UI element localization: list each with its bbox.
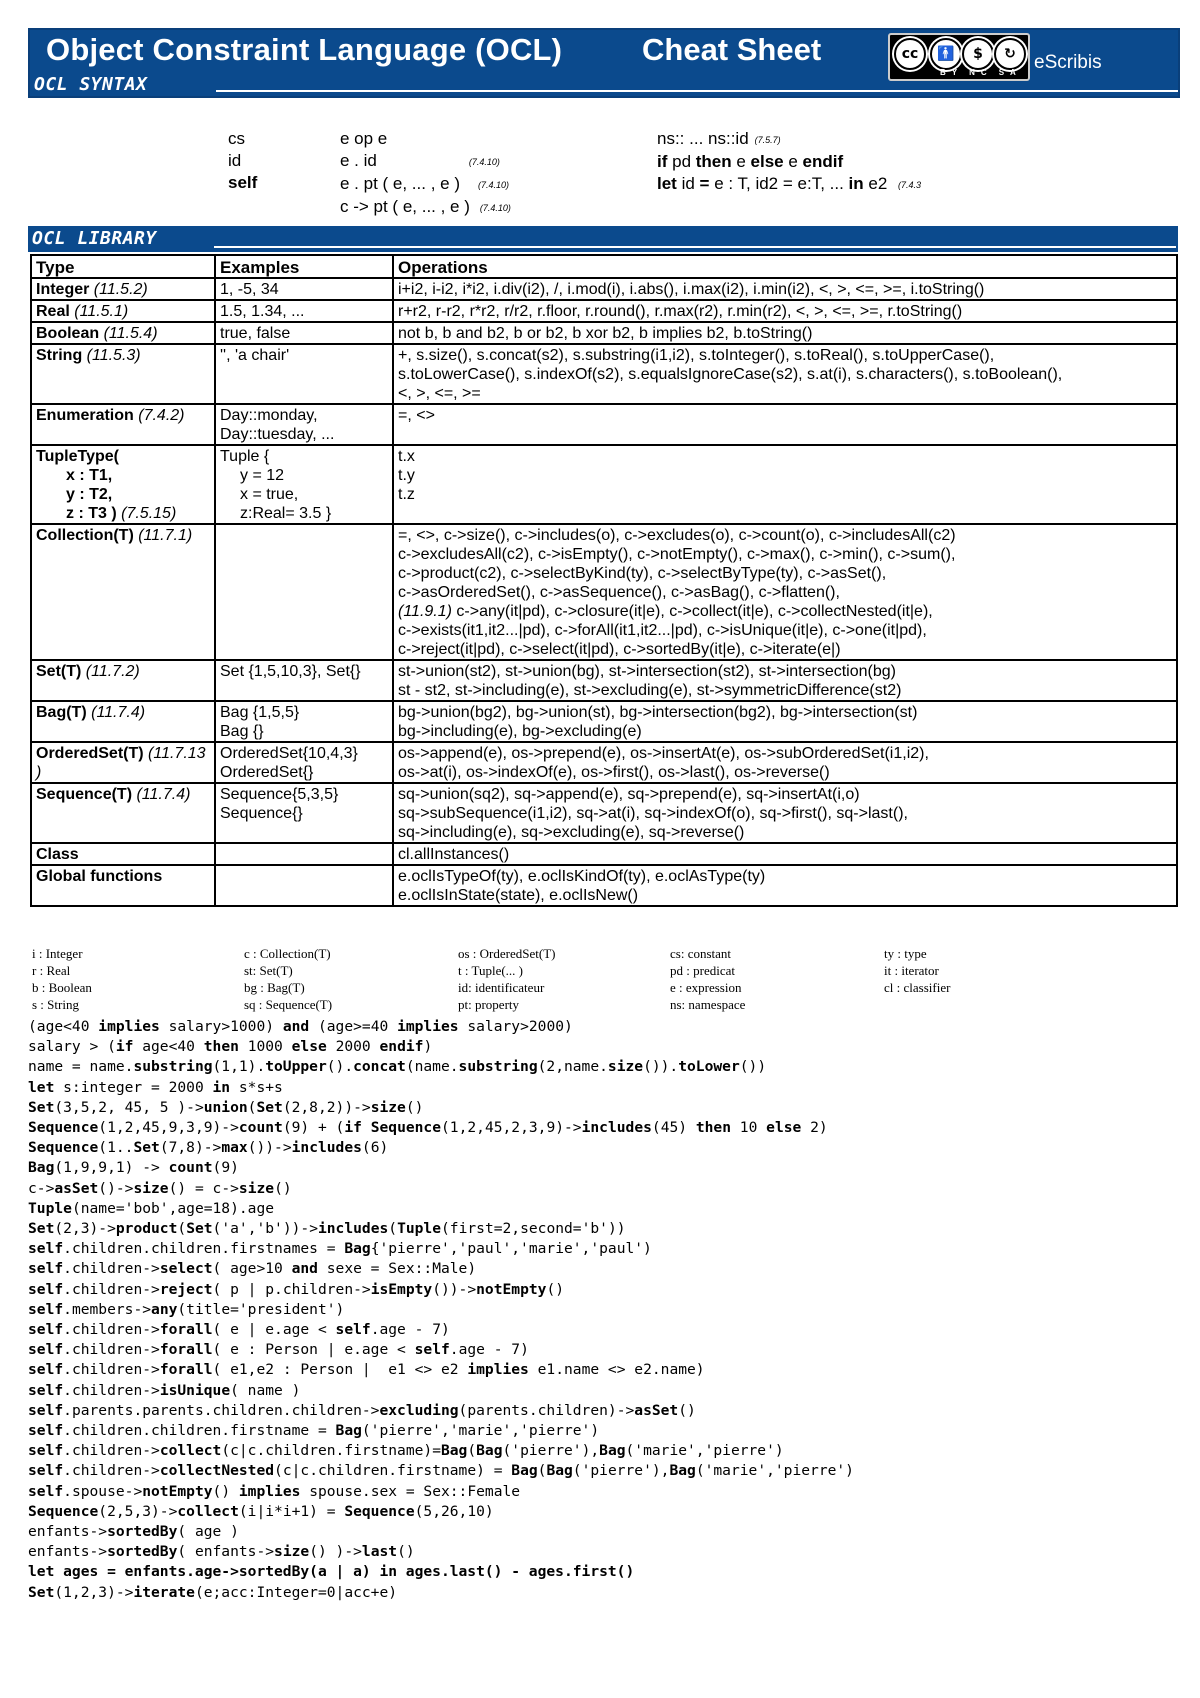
table-row [31, 701, 1177, 742]
table-row [31, 404, 1177, 445]
legend-item: cs: constant [670, 946, 732, 961]
operation-line: s.toLowerCase(), s.indexOf(s2), s.equalsIgnoreCase(s2), s.at(i), s.characters(), s.toBoolean(), [398, 366, 1063, 383]
table-row [31, 445, 1177, 524]
operation-line: c->exists(it1,it2...|pd), c->forAll(it1,it2...|pd), c->isUnique(it|e), c->one(it|pd), [398, 622, 927, 639]
type-name-line: z : T3 ) (7.5.15) [66, 505, 177, 522]
type-name: Sequence(T) [36, 786, 133, 803]
legend-item: e : expression [670, 980, 742, 995]
legend-column [458, 945, 555, 1013]
type-name: Enumeration [36, 407, 134, 424]
table-row [31, 278, 1177, 300]
example-line: 1.5, 1.34, ... [220, 303, 305, 320]
operations-cell [393, 278, 1177, 300]
example-line: Day::monday, [220, 407, 318, 424]
type-cell [31, 843, 215, 865]
nc-dollar-icon: $ [962, 38, 994, 70]
example-line: Bag {1,5,5} [220, 704, 300, 721]
example-line: OrderedSet{10,4,3} [220, 745, 358, 762]
example-code-line: self.children->forall( e | e.age < self.age - 7) [28, 1321, 450, 1339]
legend-item: pd : predicat [670, 963, 735, 978]
legend-item: st: Set(T) [244, 963, 293, 978]
legend-item: pt: property [458, 997, 520, 1012]
legend-column [244, 945, 332, 1013]
table-row [31, 524, 1177, 660]
operation-line: bg->including(e), bg->excluding(e) [398, 723, 642, 740]
section-ref: (11.9.1) [398, 603, 452, 620]
table-row [31, 783, 1177, 843]
example-line: '', 'a chair' [220, 347, 290, 364]
type-name: Integer [36, 281, 90, 298]
operation-line: +, s.size(), s.concat(s2), s.substring(i1,i2), s.toInteger(), s.toReal(), s.toUpperCase(), [398, 347, 995, 364]
license-tags: BY NC SA [940, 68, 1022, 77]
type-cell [31, 278, 215, 300]
header-banner [28, 28, 1180, 98]
legend-item: r : Real [32, 963, 71, 978]
legend-item: cl : classifier [884, 980, 951, 995]
type-cell [31, 660, 215, 701]
operations-cell [393, 404, 1177, 445]
examples-cell [215, 701, 393, 742]
syntax-col-expressions: e op e e . id (7.4.10) e . pt ( e, ... , e ) (7.4.10) c -> pt ( e, ... , e ) (7.4.10) [340, 129, 511, 216]
section-ref: (7.5.15) [121, 505, 177, 522]
operations-cell [393, 322, 1177, 344]
type-name: Global functions [36, 868, 163, 885]
operation-line: t.x [398, 448, 415, 465]
example-code-line: self.parents.parents.children.children->excluding(parents.children)->asSet() [28, 1401, 696, 1419]
legend-item: ns: namespace [670, 997, 746, 1012]
section-ref: (11.5.3) [86, 347, 141, 364]
type-cell [31, 742, 215, 783]
example-code-line: self.children->collect(c|c.children.firstname)=Bag(Bag('pierre'),Bag('marie','pierre') [28, 1442, 784, 1460]
examples-cell [215, 660, 393, 701]
example-code-line: Sequence(1..Set(7,8)->max())->includes(6) [28, 1139, 389, 1157]
operation-line: e.oclIsTypeOf(ty), e.oclIsKindOf(ty), e.oclAsType(ty) [398, 868, 766, 885]
legend-item: it : iterator [884, 963, 939, 978]
operation-line: os->at(i), os->indexOf(e), os->first(), os->last(), os->reverse() [398, 764, 830, 781]
operation-line: bg->union(bg2), bg->union(st), bg->intersection(bg2), bg->intersection(st) [398, 704, 918, 721]
section-ref: (11.7.4) [91, 704, 146, 721]
examples-cell [215, 278, 393, 300]
example-code-line: salary > (if age<40 then 1000 else 2000 endif) [28, 1038, 433, 1056]
example-line: y = 12 [240, 467, 285, 484]
syntax-col-terms: cs id self [228, 129, 258, 192]
example-line: z:Real= 3.5 } [240, 505, 332, 522]
type-cell [31, 783, 215, 843]
type-name: Class [36, 846, 79, 863]
operation-line: e.oclIsInState(state), e.oclIsNew() [398, 887, 639, 904]
operation-line: c->excludesAll(c2), c->isEmpty(), c->notEmpty(), c->max(), c->min(), c->sum(), [398, 546, 956, 563]
type-name-line: x : T1, [66, 467, 113, 484]
brand-name: eScribis [1034, 52, 1102, 73]
operations-cell [393, 445, 1177, 524]
examples-cell [215, 322, 393, 344]
table-row [31, 660, 1177, 701]
example-code-line: Tuple(name='bob',age=18).age [28, 1199, 275, 1217]
example-code-line: self.children.children.firstnames = Bag{'pierre','paul','marie','paul') [28, 1240, 652, 1258]
operation-line: cl.allInstances() [398, 846, 510, 863]
type-cell [31, 865, 215, 906]
example-code-line: self.children->reject( p | p.children->isEmpty())->notEmpty() [28, 1280, 565, 1298]
legend-item: bg : Bag(T) [244, 980, 305, 995]
example-code-line: Set(1,2,3)->iterate(e;acc:Integer=0|acc+e) [28, 1583, 398, 1601]
example-line: Set {1,5,10,3}, Set{} [220, 663, 361, 680]
legend-item: os : OrderedSet(T) [458, 946, 556, 961]
operation-line: st - st2, st->including(e), st->excluding(e), st->symmetricDifference(st2) [398, 682, 902, 699]
example-line: 1, -5, 34 [220, 281, 279, 298]
example-code-line: self.children->isUnique( name ) [28, 1381, 301, 1399]
library-section-title: OCL LIBRARY [32, 228, 157, 249]
cc-icon: cc [894, 38, 926, 70]
operations-cell [393, 300, 1177, 322]
operation-line: i+i2, i-i2, i*i2, i.div(i2), /, i.mod(i), i.abs(), i.max(i2), i.min(i2), <, >, <=, >=, i.toString() [398, 281, 985, 298]
operation-line: <, >, <=, >= [398, 385, 481, 402]
legend-item: c : Collection(T) [244, 946, 331, 961]
operation-line: (11.9.1) c->any(it|pd), c->closure(it|e), c->collect(it|e), c->collectNested(it|e), [398, 603, 933, 620]
table-row [31, 344, 1177, 404]
operation-line: sq->including(e), sq->excluding(e), sq->reverse() [398, 824, 745, 841]
legend-column [670, 945, 745, 1013]
operation-line: r+r2, r-r2, r*r2, r/r2, r.floor, r.round(), r.max(r2), r.min(r2), <, >, <=, >=, r.toString() [398, 303, 963, 320]
legend-item: sq : Sequence(T) [244, 997, 333, 1012]
type-cell [31, 322, 215, 344]
table-row [31, 865, 1177, 906]
operation-line: sq->subSequence(i1,i2), sq->at(i), sq->indexOf(o), sq->first(), sq->last(), [398, 805, 908, 822]
examples-cell [215, 524, 393, 660]
operation-line: =, <>, c->size(), c->includes(o), c->excludes(o), c->count(o), c->includesAll(c2) [398, 527, 956, 544]
example-code-line: self.members->any(title='president') [28, 1300, 345, 1318]
example-line: Sequence{5,3,5} [220, 786, 339, 803]
example-code-line: self.children->select( age>10 and sexe = Sex::Male) [28, 1260, 477, 1278]
section-ref: (11.7.4) [136, 786, 191, 803]
operations-cell [393, 865, 1177, 906]
type-name: Collection(T) [36, 527, 134, 544]
table-row [31, 742, 1177, 783]
examples-cell [215, 843, 393, 865]
example-line: true, false [220, 325, 291, 342]
operations-cell [393, 701, 1177, 742]
example-line: OrderedSet{} [220, 764, 314, 781]
type-cell [31, 404, 215, 445]
example-code-line: c->asSet()->size() = c->size() [28, 1179, 292, 1197]
legend-item: t : Tuple(... ) [458, 963, 524, 978]
examples-cell [215, 344, 393, 404]
operation-line: c->asOrderedSet(), c->asSequence(), c->asBag(), c->flatten(), [398, 584, 840, 601]
example-code-line: self.children->forall( e : Person | e.age < self.age - 7) [28, 1341, 529, 1359]
section-ref: (11.7.2) [85, 663, 140, 680]
example-line: Day::tuesday, ... [220, 426, 335, 443]
operation-line: t.z [398, 486, 415, 503]
type-name: Set(T) [36, 663, 82, 680]
example-code-line: self.children.children.firstname = Bag('pierre','marie','pierre') [28, 1422, 600, 1440]
column-header: Type [31, 255, 215, 278]
examples-cell [215, 865, 393, 906]
example-code-line: self.spouse->notEmpty() implies spouse.sex = Sex::Female [28, 1482, 521, 1500]
operations-cell [393, 783, 1177, 843]
example-line: Sequence{} [220, 805, 303, 822]
column-header: Operations [393, 255, 1177, 278]
example-code-line: let s:integer = 2000 in s*s+s [28, 1078, 283, 1096]
example-code-line: Bag(1,9,9,1) -> count(9) [28, 1159, 239, 1177]
page-subtitle: Cheat Sheet [642, 32, 822, 67]
operations-cell [393, 660, 1177, 701]
example-line: Tuple { [220, 448, 270, 465]
example-code-line: enfants->sortedBy( age ) [28, 1523, 239, 1541]
operation-line: sq->union(sq2), sq->append(e), sq->prepend(e), sq->insertAt(i,o) [398, 786, 860, 803]
type-name: Boolean [36, 325, 100, 342]
example-code-line: Set(3,5,2, 45, 5 )->union(Set(2,8,2))->size() [28, 1098, 424, 1116]
operation-line: c->reject(it|pd), c->select(it|pd), c->sortedBy(it|e), c->iterate(e|) [398, 641, 841, 658]
operations-cell [393, 344, 1177, 404]
section-divider [214, 246, 1176, 248]
operation-line: st->union(st2), st->union(bg), st->intersection(st2), st->intersection(bg) [398, 663, 896, 680]
table-row [31, 843, 1177, 865]
ocl-examples [28, 1017, 1180, 1603]
type-name: String [36, 347, 83, 364]
examples-cell [215, 404, 393, 445]
creative-commons-badge [888, 33, 1030, 81]
examples-cell [215, 742, 393, 783]
operation-line: not b, b and b2, b or b2, b xor b2, b implies b2, b.toString() [398, 325, 813, 342]
type-cell [31, 344, 215, 404]
section-ref: (11.7.1) [138, 527, 193, 544]
type-name: Real [36, 303, 70, 320]
column-header: Examples [215, 255, 393, 278]
section-divider [216, 90, 1178, 92]
section-ref: (7.4.2) [138, 407, 185, 424]
operation-line: =, <> [398, 407, 435, 424]
example-code-line: Set(2,3)->product(Set('a','b'))->includes(Tuple(first=2,second='b')) [28, 1220, 626, 1238]
operations-cell [393, 843, 1177, 865]
example-code-line: self.children->collectNested(c|c.children.firstname) = Bag(Bag('pierre'),Bag('marie','pierre') [28, 1462, 854, 1480]
example-code-line: Sequence(2,5,3)->collect(i|i*i+1) = Sequence(5,26,10) [28, 1502, 494, 1520]
type-cell [31, 300, 215, 322]
abbreviation-legend [32, 945, 1180, 1015]
operations-cell [393, 524, 1177, 660]
section-ref: (11.5.1) [74, 303, 129, 320]
legend-item: s : String [32, 997, 79, 1012]
legend-item: b : Boolean [32, 980, 92, 995]
operation-line: os->append(e), os->prepend(e), os->insertAt(e), os->subOrderedSet(i1,i2), [398, 745, 929, 762]
type-name-line: TupleType( [36, 448, 119, 465]
examples-cell [215, 445, 393, 524]
section-ref: (11.7.13 ) [36, 745, 206, 781]
syntax-section-title: OCL SYNTAX [34, 74, 148, 95]
example-line: x = true, [240, 486, 299, 503]
table-header-row [31, 255, 1177, 278]
type-cell [31, 524, 215, 660]
operations-cell [393, 742, 1177, 783]
library-table [30, 254, 1178, 907]
page-title: Object Constraint Language (OCL) [46, 32, 563, 67]
type-name: OrderedSet(T) [36, 745, 144, 762]
operation-line: t.y [398, 467, 415, 484]
type-cell [31, 701, 215, 742]
library-section-band [28, 226, 1178, 252]
examples-cell [215, 783, 393, 843]
operation-line: c->product(c2), c->selectByKind(ty), c->selectByType(ty), c->asSet(), [398, 565, 887, 582]
by-person-icon: 🚹 [930, 38, 962, 70]
cheat-sheet [28, 28, 1180, 1601]
section-ref: (11.5.4) [103, 325, 158, 342]
example-code-line: self.children->forall( e1,e2 : Person | e1 <> e2 implies e1.name <> e2.name) [28, 1361, 705, 1379]
examples-cell [215, 300, 393, 322]
example-code-line: Sequence(1,2,45,9,3,9)->count(9) + (if Sequence(1,2,45,2,3,9)->includes(45) then 10 else 2) [28, 1119, 828, 1137]
table-row [31, 300, 1177, 322]
example-code-line: (age<40 implies salary>1000) and (age>=40 implies salary>2000) [28, 1018, 573, 1035]
sa-cycle-icon: ↻ [994, 38, 1026, 70]
section-ref: (11.5.2) [93, 281, 148, 298]
example-code-line: enfants->sortedBy( enfants->size() )->last() [28, 1543, 415, 1561]
syntax-section [28, 128, 1180, 220]
type-name: Bag(T) [36, 704, 87, 721]
example-code-line: name = name.substring(1,1).toUpper().concat(name.substring(2,name.size()).toLower()) [28, 1058, 767, 1076]
legend-item: ty : type [884, 946, 927, 961]
legend-item: i : Integer [32, 946, 83, 961]
type-name-line: y : T2, [66, 486, 113, 503]
legend-column [884, 945, 950, 996]
example-line: Bag {} [220, 723, 264, 740]
legend-item: id: identificateur [458, 980, 545, 995]
table-row [31, 322, 1177, 344]
example-code-line: let ages = enfants.age->sortedBy(a | a) in ages.last() - ages.first() [28, 1563, 635, 1581]
type-cell [31, 445, 215, 524]
syntax-col-constructs: ns:: ... ns::id (7.5.7) if pd then e else e endif let id = e : T, id2 = e:T, ... in e2 (7.4.3 [657, 129, 922, 193]
legend-column [32, 945, 92, 1013]
